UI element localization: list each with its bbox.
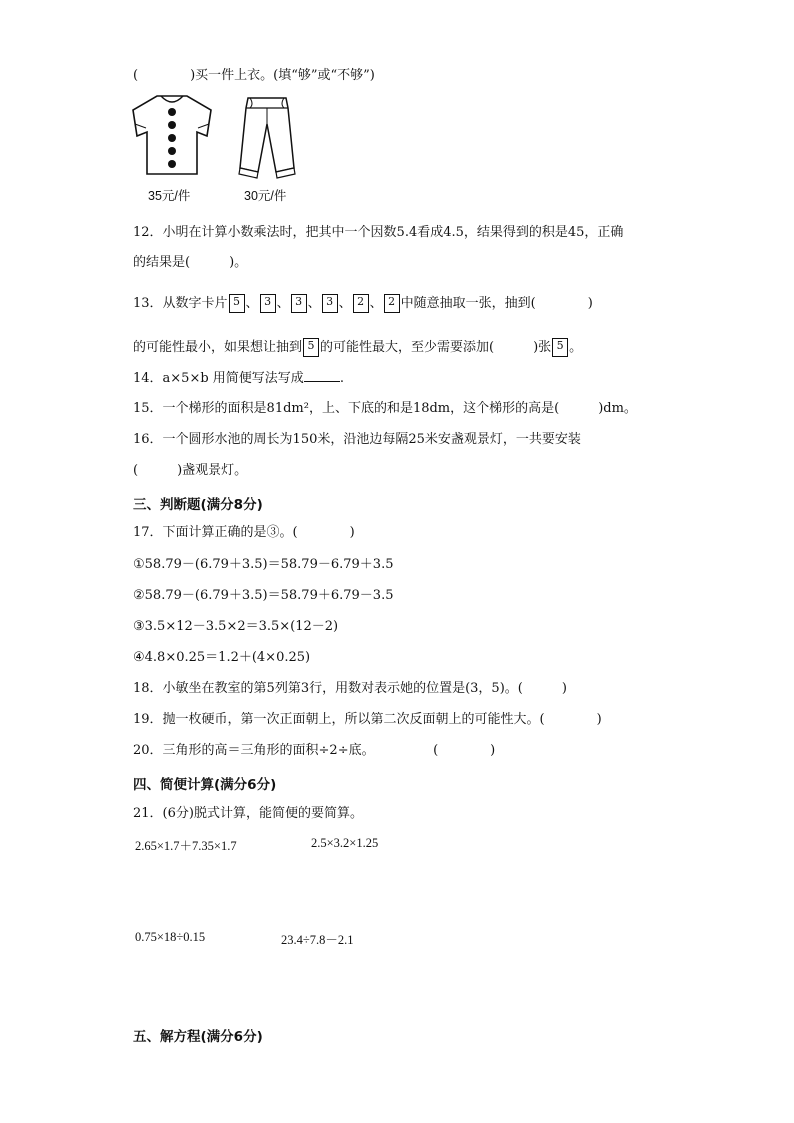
shirt-image xyxy=(131,94,213,178)
q19-line: 19．抛一枚硬币，第一次正面朝上，所以第二次反面朝上的可能性大。( ) xyxy=(133,712,602,727)
q12-line1: 12．小明在计算小数乘法时，把其中一个因数5.4看成4.5，结果得到的积是45，正确 xyxy=(133,225,624,240)
q17-option-4: ④4.8×0.25＝1.2＋(4×0.25) xyxy=(133,650,311,665)
q13-line1 xyxy=(133,294,593,313)
q13-line2-text-b: 的可能性最大，至少需要添加( )张 xyxy=(320,340,552,355)
q17-option-3: ③3.5×12－3.5×2＝3.5×(12－2) xyxy=(133,619,339,634)
q13-line2-text-a: 的可能性最小，如果想让抽到 xyxy=(133,340,303,355)
q14-text: 14．a×5×b 用简便写法写成 xyxy=(133,371,304,386)
pants-image xyxy=(236,94,298,180)
q16-line1: 16．一个圆形水池的周长为150米，沿池边每隔25米安盏观景灯，一共要安装 xyxy=(133,432,581,447)
q13-line2 xyxy=(133,338,582,357)
number-card: 5 xyxy=(552,338,568,357)
q21-stem: 21．(6分)脱式计算，能简便的要简算。 xyxy=(133,806,363,821)
calc-expression-2: 2.5×3.2×1.25 xyxy=(311,836,379,850)
q15-line: 15．一个梯形的面积是81dm²，上、下底的和是18dm，这个梯形的高是( )dm。 xyxy=(133,401,637,416)
q14-end: . xyxy=(339,371,344,386)
separator: 、 xyxy=(276,296,290,311)
q17-option-2: ②58.79－(6.79＋3.5)＝58.79＋6.79－3.5 xyxy=(133,588,394,603)
pants-price: 30元/件 xyxy=(244,189,287,203)
shirt-price: 35元/件 xyxy=(148,189,191,203)
q17-option-1: ①58.79－(6.79＋3.5)＝58.79－6.79＋3.5 xyxy=(133,557,394,572)
separator: 、 xyxy=(369,296,383,311)
section-3-title: 三、判断题(满分8分) xyxy=(133,497,263,513)
q20-line: 20．三角形的高＝三角形的面积÷2÷底。 ( ) xyxy=(133,743,496,758)
calc-expression-3: 0.75×18÷0.15 xyxy=(135,930,206,944)
q13-prefix: 13．从数字卡片 xyxy=(133,296,228,311)
calc-expression-1: 2.65×1.7＋7.35×1.7 xyxy=(135,839,237,853)
number-card: 3 xyxy=(291,294,307,313)
q13-mid: 中随意抽取一张，抽到( ) xyxy=(400,296,593,311)
number-card: 2 xyxy=(384,294,400,313)
q17-stem: 17．下面计算正确的是③。( ) xyxy=(133,525,355,540)
number-card: 5 xyxy=(303,338,319,357)
separator: 、 xyxy=(245,296,259,311)
separator: 、 xyxy=(338,296,352,311)
number-card: 2 xyxy=(353,294,369,313)
separator: 、 xyxy=(307,296,321,311)
q13-line2-end: 。 xyxy=(569,340,583,355)
section-4-title: 四、简便计算(满分6分) xyxy=(133,777,277,793)
number-card: 3 xyxy=(322,294,338,313)
calc-expression-4: 23.4÷7.8－2.1 xyxy=(281,933,354,947)
q12-line2: 的结果是( )。 xyxy=(133,255,248,270)
q14-line xyxy=(133,369,344,388)
answer-blank xyxy=(304,369,340,382)
section-5-title: 五、解方程(满分6分) xyxy=(133,1029,263,1045)
number-card: 3 xyxy=(260,294,276,313)
q16-line2: ( )盏观景灯。 xyxy=(133,463,248,478)
q11-line: ( )买一件上衣。(填“够”或“不够”) xyxy=(133,68,375,83)
number-card: 5 xyxy=(229,294,245,313)
q18-line: 18．小敏坐在教室的第5列第3行，用数对表示她的位置是(3，5)。( ) xyxy=(133,681,567,696)
